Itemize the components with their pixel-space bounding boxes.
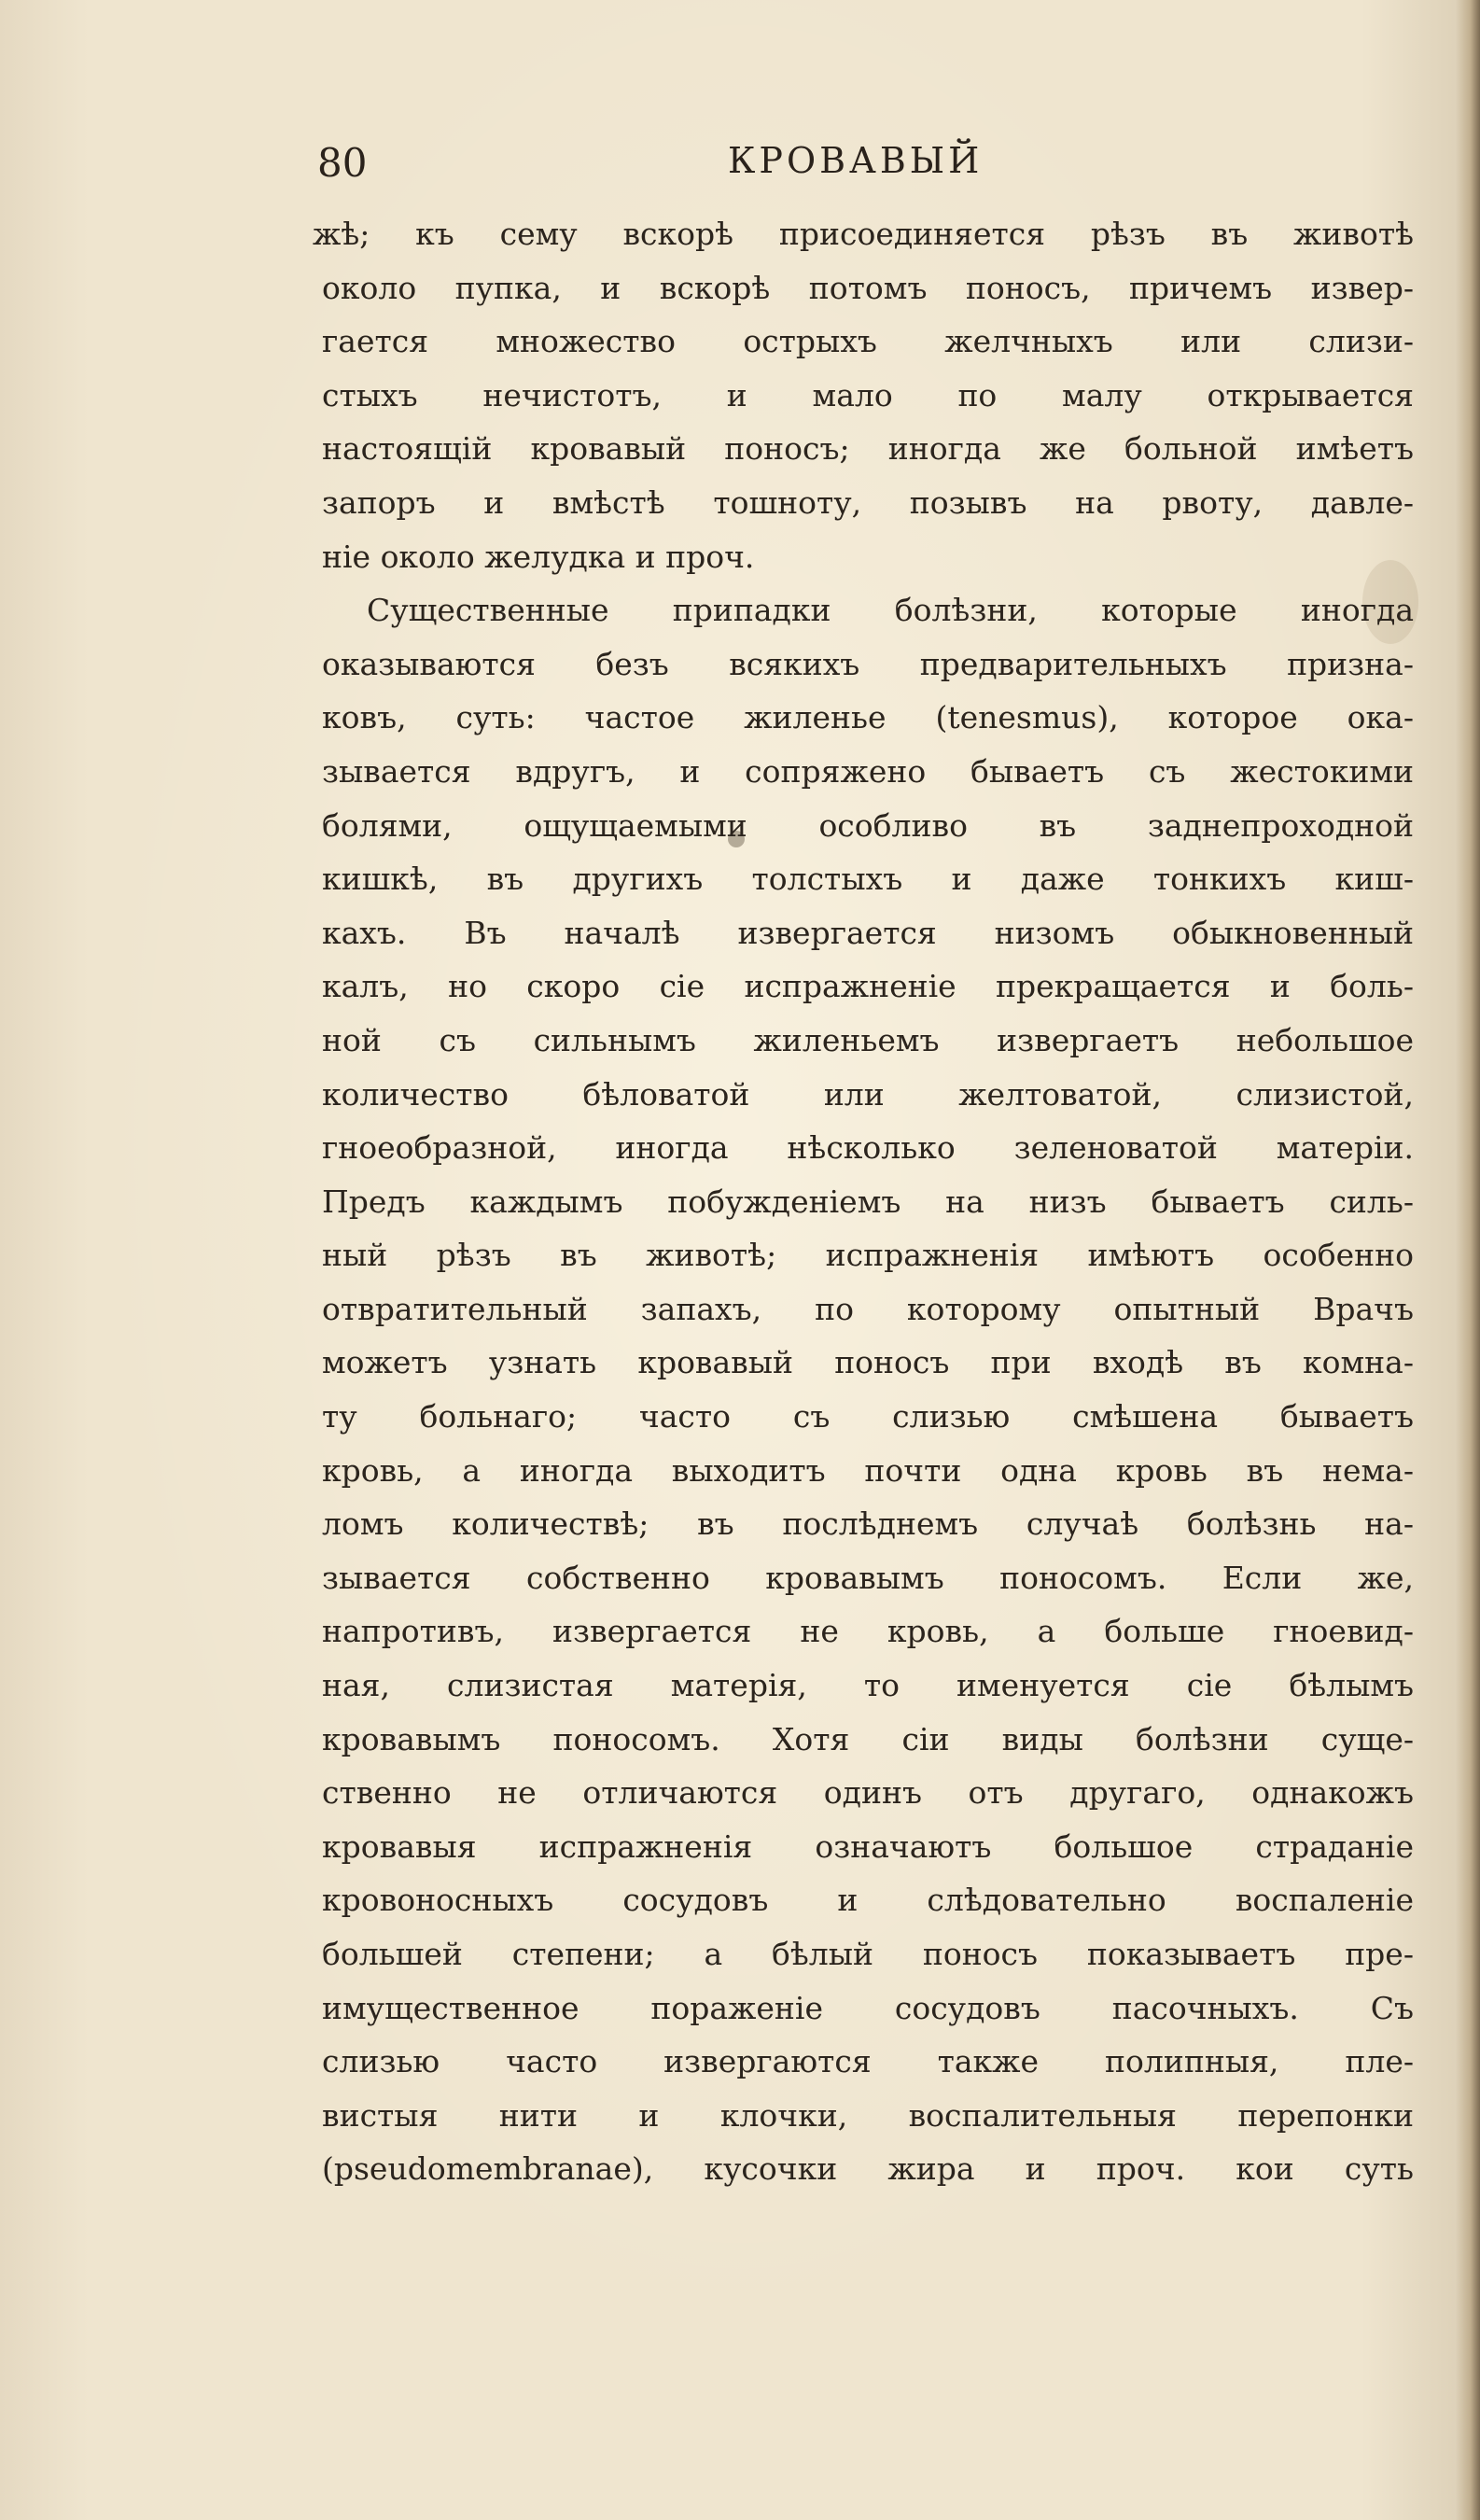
text-line: большей степени; а бѣлый поносъ показываетъ пре-: [322, 1936, 1414, 1972]
text-line: ной съ сильнымъ жиленьемъ извергаетъ небольшое: [322, 1021, 1414, 1058]
text-line: оказываются безъ всякихъ предварительныхъ призна-: [322, 645, 1414, 682]
text-line: кишкѣ, въ другихъ толстыхъ и даже тонкихъ киш-: [322, 861, 1414, 898]
text-line: ковъ, суть: частое жиленье (tenesmus), которое ока-: [322, 699, 1414, 736]
text-line: имущественное пораженіе сосудовъ пасочныхъ. Съ: [322, 1989, 1414, 2026]
text-line: слизью часто извергаются также полипныя, пле-: [322, 2043, 1414, 2080]
text-line: кровавымъ поносомъ. Хотя сіи виды болѣзни суще-: [322, 1720, 1414, 1757]
text-line: ломъ количествѣ; въ послѣднемъ случаѣ болѣзнь на-: [322, 1505, 1414, 1543]
page-number: 80: [317, 140, 368, 186]
text-line: кровь, а иногда выходитъ почти одна кровь въ нема-: [322, 1451, 1414, 1489]
text-line: зывается вдругъ, и сопряжено бываетъ съ жестокими: [322, 752, 1414, 790]
text-line: количество бѣловатой или желтоватой, слизистой,: [322, 1075, 1414, 1113]
text-line: кровоносныхъ сосудовъ и слѣдовательно воспаленіе: [322, 1882, 1414, 1919]
text-line: гается множество острыхъ желчныхъ или слизи-: [322, 323, 1414, 360]
text-line: гноеобразной, иногда нѣсколько зеленоватой матеріи.: [322, 1129, 1414, 1167]
text-line: настоящій кровавый поносъ; иногда же больной имѣетъ: [322, 430, 1414, 468]
text-line: Предъ каждымъ побужденіемъ на низъ бываетъ силь-: [322, 1183, 1414, 1220]
text-line: жѣ; къ сему вскорѣ присоединяется рѣзъ въ животѣ: [313, 216, 1414, 252]
text-line: около пупка, и вскорѣ потомъ поносъ, причемъ извер-: [322, 269, 1414, 306]
text-line: ная, слизистая матерія, то именуется сіе бѣлымъ: [322, 1667, 1414, 1704]
text-line: кахъ. Въ началѣ извергается низомъ обыкновенный: [322, 914, 1414, 951]
running-title: КРОВАВЫЙ: [728, 140, 984, 181]
text-line: болями, ощущаемыми особливо въ заднепроходной: [322, 806, 1414, 844]
text-line: калъ, но скоро сіе испражненіе прекращается и боль-: [322, 968, 1414, 1005]
text-line: Существенные припадки болѣзни, которые иногда: [367, 592, 1414, 629]
text-line: ственно не отличаются одинъ отъ другаго, однакожъ: [322, 1774, 1414, 1812]
text-line: зывается собственно кровавымъ поносомъ. Если же,: [322, 1559, 1414, 1596]
text-line: запоръ и вмѣстѣ тошноту, позывъ на рвоту, давле-: [322, 483, 1414, 521]
running-head: [317, 140, 1446, 205]
text-line: можетъ узнать кровавый поносъ при входѣ въ комна-: [322, 1344, 1414, 1381]
text-line: (pseudomembranae), кусочки жира и проч. кои суть: [322, 2150, 1414, 2188]
text-line: напротивъ, извергается не кровь, а больше гноевид-: [322, 1613, 1414, 1650]
text-line: отвратительный запахъ, по которому опытный Врачъ: [322, 1290, 1414, 1327]
page-edge-shadow: [1456, 0, 1480, 2520]
text-line: ніе около желудка и проч.: [322, 538, 755, 575]
text-line: ный рѣзъ въ животѣ; испражненія имѣютъ особенно: [322, 1237, 1414, 1274]
text-line: стыхъ нечистотъ, и мало по малу открывается: [322, 376, 1414, 413]
text-line: вистыя нити и клочки, воспалительныя перепонки: [322, 2096, 1414, 2134]
body-text: [313, 207, 1414, 2196]
text-line: кровавыя испражненія означаютъ большое страданіе: [322, 1827, 1414, 1865]
text-line: ту больнаго; часто съ слизью смѣшена бываетъ: [322, 1398, 1414, 1435]
